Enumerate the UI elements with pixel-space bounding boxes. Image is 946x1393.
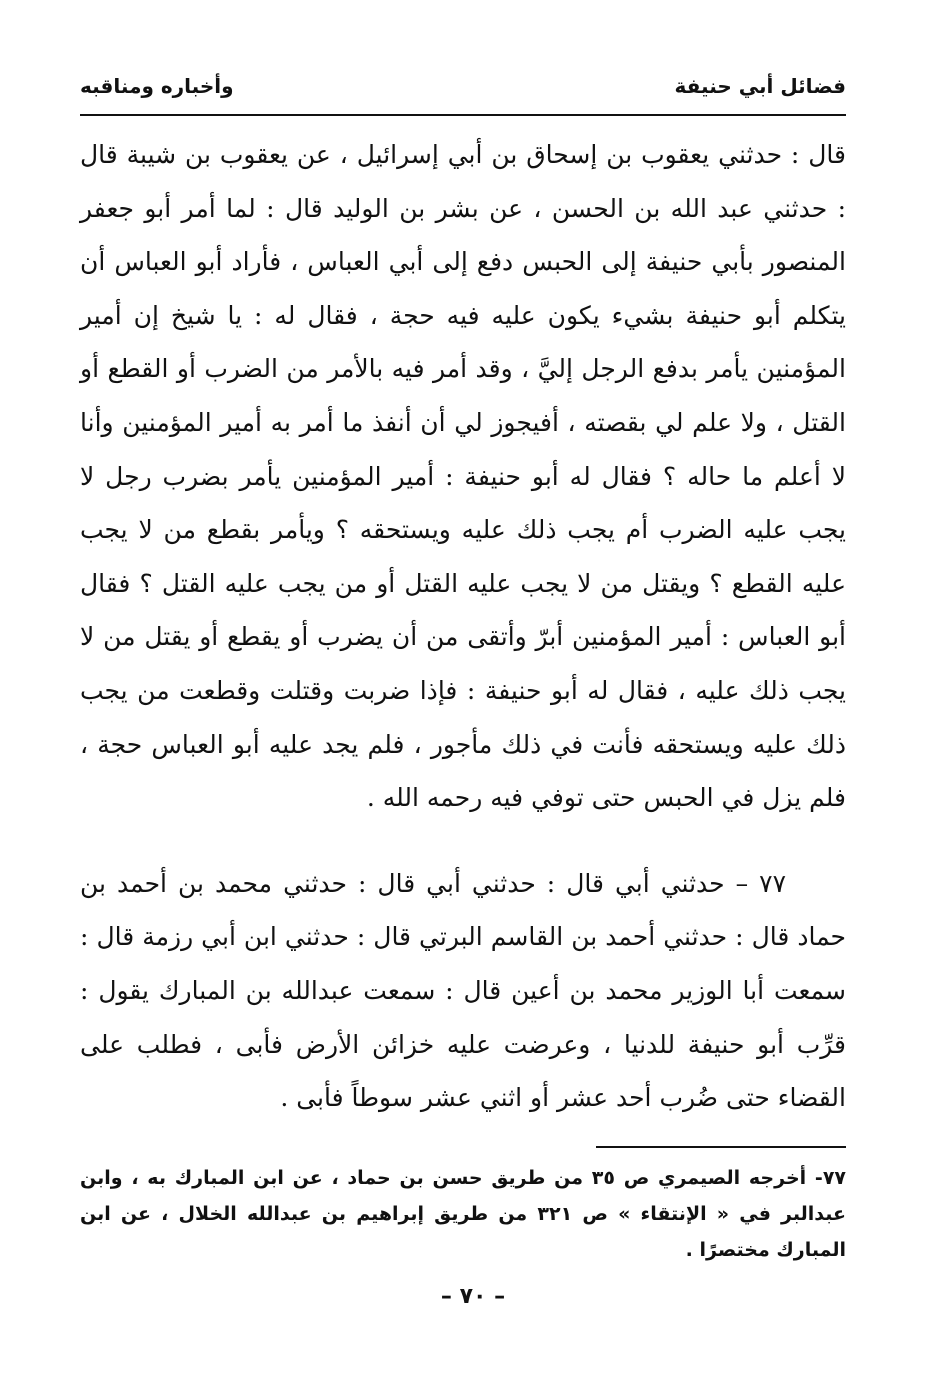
running-header xyxy=(80,66,846,106)
footnote xyxy=(80,1160,846,1268)
header-title-left: وأخباره ومناقبه xyxy=(80,74,234,98)
header-title-right: فضائل أبي حنيفة xyxy=(674,74,846,98)
page-number: – ٧٠ – xyxy=(440,1284,506,1309)
footnote-text: ٧٧- أخرجه الصيمري ص ٣٥ من طريق حسن بن حماد ، عن ابن المبارك به ، وابن عبدالبر في « الإنتقاء » ص ٣٢١ من طريق إبراهيم بن عبدالله الخلال ، عن ابن المبارك مختصرًا . xyxy=(80,1167,847,1261)
paragraph-2: ٧٧ – حدثني أبي قال : حدثني أبي قال : حدثني محمد بن أحمد بن حماد قال : حدثني أحمد بن القاسم البرتي قال : حدثني ابن أبي رزمة قال : سمعت أبا الوزير محمد بن أعين قال : سمعت عبدالله بن المبارك يقول : قرِّب أبو حنيفة للدنيا ، وعرضت عليه خزائن الأرض فأبى ، فطلب على القضاء حتى ضُرب أحد عشر أو اثني عشر سوطاً فأبى . xyxy=(80,868,847,1113)
footnote-rule xyxy=(596,1146,846,1148)
header-rule xyxy=(80,114,846,116)
paragraph-1: قال : حدثني يعقوب بن إسحاق بن أبي إسرائيل ، عن يعقوب بن شيبة قال : حدثني عبد الله بن الحسن ، عن بشر بن الوليد قال : لما أمر أبو جعفر المنصور بأبي حنيفة إلى الحبس دفع إلى أبي العباس ، فأراد أبو العباس أن يتكلم أبو حنيفة بشيء يكون عليه فيه حجة ، فقال له : يا شيخ إن أمير المؤمنين يأمر بدفع الرجل إليَّ ، وقد أمر فيه بالأمر من الضرب أو القطع أو القتل ، ولا علم لي بقصته ، أفيجوز لي أن أنفذ ما أمر به أمير المؤمنين وأنا لا أعلم ما حاله ؟ فقال له أبو حنيفة : أمير المؤمنين يأمر بضرب رجل لا يجب عليه الضرب أم يجب ذلك عليه ويستحقه ؟ ويأمر بقطع من لا يجب عليه القطع ؟ ويقتل من لا يجب عليه القتل أو من يجب عليه القتل ؟ فقال أبو العباس : أمير المؤمنين أبرّ وأتقى من أن يضرب أو يقطع أو يقتل من لا يجب ذلك عليه ، فقال له أبو حنيفة : فإذا ضربت وقتلت وقطعت من يجب ذلك عليه ويستحقه فأنت في ذلك مأجور ، فلم يجد عليه أبو العباس حجة ، فلم يزل في الحبس حتى توفي فيه رحمه الله . xyxy=(80,140,846,813)
paragraph-gap xyxy=(80,825,846,857)
main-text xyxy=(80,128,846,1125)
